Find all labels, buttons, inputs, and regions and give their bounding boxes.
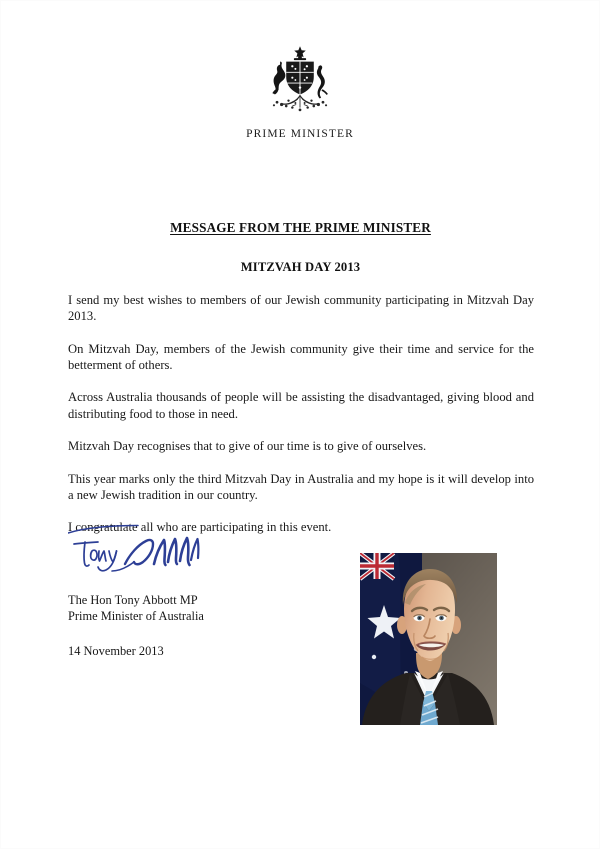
body-paragraph: I send my best wishes to members of our Jewish community participating in Mitzvah Day 2013.: [68, 293, 534, 324]
letterhead: [0, 44, 600, 140]
signatory-name: The Hon Tony Abbott MP: [68, 593, 198, 607]
body-paragraph: I congratulate all who are participating in this event.: [68, 520, 332, 535]
page-subtitle: MITZVAH DAY 2013: [240, 260, 361, 274]
prime-minister-portrait-photo: [360, 553, 497, 725]
page-title: MESSAGE FROM THE PRIME MINISTER: [170, 220, 431, 235]
body-paragraph: This year marks only the third Mitzvah Day in Australia and my hope is it will develop into a new Jewish tradition in our country.: [68, 471, 534, 502]
signatory-role: Prime Minister of Australia: [68, 609, 204, 624]
signature-block: [68, 524, 308, 659]
letterhead-title: PRIME MINISTER: [246, 128, 354, 140]
letter-body: [68, 292, 534, 536]
signatory-details: [68, 592, 308, 625]
body-paragraph: Across Australia thousands of people will be assisting the disadvantaged, giving blood and distributing food to those in need.: [68, 390, 534, 421]
document-headings: [68, 220, 533, 275]
signature-date: 14 November 2013: [68, 643, 164, 658]
handwritten-signature-icon: [68, 524, 200, 582]
body-paragraph: On Mitzvah Day, members of the Jewish community give their time and service for the betterment of others.: [68, 341, 534, 373]
body-paragraph: Mitzvah Day recognises that to give of our time is to give of ourselves.: [68, 439, 427, 454]
australian-coat-of-arms-icon: [254, 44, 346, 116]
